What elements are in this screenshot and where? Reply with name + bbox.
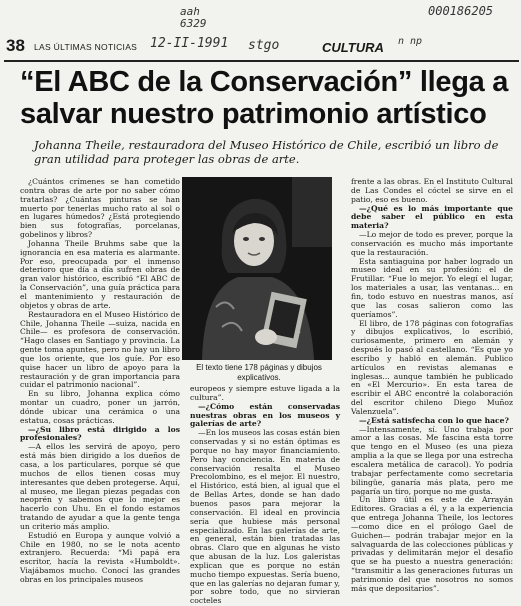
handwritten-id: 000186205 <box>428 4 494 18</box>
article-column-2 <box>190 384 340 606</box>
interview-question: —¿Su libro está dirigido a los profesionales? <box>20 424 180 443</box>
paragraph: ¿Cuántos crímenes se han cometido contra obras de arte por no saber cómo tratarlas? ¿Cuántas pinturas se han muerto por tenerlas mucho rato al sol o en lugares húmedos? ¿Está protegiendo bien sus fotografías, porcelanas, gobelinos y libros? <box>20 177 180 240</box>
subtitle: Johanna Theile, restauradora del Museo Histórico de Chile, escribió un libro de gran utilidad para proteger las obras de arte. <box>34 138 499 166</box>
article-column-1 <box>20 178 180 598</box>
paragraph: —En los museos las cosas están bien conservadas y si no están óptimas es porque no hay mayor financiamiento. Pero hay conciencia. En materia de conservación resalta el Museo Precolombino, es el mejor. El nuestro, el Histórico, está bien, al igual que el de Bellas Artes, donde se han dado buenos pasos para mejorar la conservación. El ideal en provincia sería que hubiese más personal especializado. En las galerías de arte, en general, están bien tratadas las obras. Claro que en algunas he visto que abusan de la luz. Los galeristas explican que es porque no están mucho tiempo expuestas. Sería bueno, que en las galerías no dejaran fumar y, por sobre todo, que no sirvieran cocteles <box>190 428 340 606</box>
section-label: CULTURA <box>322 40 384 55</box>
interview-question: —¿Está satisfecha con lo que hace? <box>359 415 509 425</box>
paragraph: —Lo mejor de todo es prever, porque la conservación es mucho más importante que la restauración. <box>351 230 513 257</box>
handwritten-code: aah 6329 <box>180 5 207 30</box>
paragraph: Un libro útil es este de Arrayán Editores. Gracias a él, y a la experiencia que entrega Johanna Theile, los lectores —como dice en el prólogo Gael de Guichen— podrán trabajar mejor en la salvaguarda de las colecciones públicas y privadas y delimitarán mejor el desafío que se ha puesto a nuestra generación: “transmitir a las generaciones futuras un patrimonio del que nosotros no somos más que depositarios”. <box>351 495 513 593</box>
photo-caption: El texto tiene 178 páginas y dibujos explicativos. <box>196 363 322 382</box>
paragraph: El libro, de 178 páginas con fotografías y dibujos explicativos, lo escribió, curiosamente, primero en alemán y después lo pasó al castellano. “Es que yo escribo y habló en alemán. Publico artículos en revistas alemanas e inglesas... aunque también he publicado en «El Mercurio». En esta tarea de escribir el ABC encontré la colaboración del escritor chileno Diego Muñoz Valenzuela”. <box>351 318 513 416</box>
header-rule <box>4 60 519 62</box>
paragraph: Estudió en Europa y aunque volvió a Chile en 1980, no se le nota acento extranjero. Recuerda: “Mi papá era escritor, hacía la revista «Humboldt». Viajábamos mucho. Conocí las grandes obras en los principales museos <box>20 530 180 584</box>
article-photo <box>182 177 332 360</box>
paragraph: —Intensamente, sí. Uno trabaja por amor a las cosas. Me fascina esta torre que tengo en el Museo (es una pieza amplia a la que se llega por una estrecha escalera metálica de caracol). Yo podría trabajar perfectamente como secretaria bilingüe, ganaría más plata, pero me pagaría un tiro, porque no me gusta. <box>351 424 513 496</box>
paragraph: Esta santiaguina por haber logrado un museo ideal en su profesión: el de Frutillar. “Fue lo mejor. Yo elegí el lugar, los materiales a usar, las ventanas... en fin, todo estuvo en nuestras manos, así que las cosas salieron como las queríamos”. <box>351 256 513 319</box>
interview-question: —¿Qué es lo más importante que debe saber el público en esta materia? <box>351 203 513 231</box>
interview-question: —¿Cómo están conservadas nuestras obras en los museos y galerías de arte? <box>190 401 340 429</box>
page-number: 38 <box>6 36 25 55</box>
paragraph: En su libro, Johanna explica cómo montar un cuadro, poner un jarrón, dónde ubicar una cerámica o una estatua, cosas prácticas. <box>20 389 180 425</box>
handwritten-extra: n np <box>398 36 423 47</box>
paragraph: frente a las obras. En el Instituto Cultural de Las Condes el cóctel se sirve en el patio, eso es bueno. <box>351 177 513 204</box>
portrait-image <box>182 177 332 360</box>
paragraph: Johanna Theile Bruhms sabe que la ignorancia en esa materia es alarmante. Por eso, preocupada por el inmenso deterioro que día a día sufren obras de gran valor histórico, escribió “El ABC de la Conservación”, una guía práctica para el mantenimiento y restauración de objetos y obras de arte. <box>20 238 180 310</box>
paragraph: —A ellos les servirá de apoyo, pero está más bien dirigido a los dueños de casa, a los particulares, porque sé que muchos de ellos tienen cosas muy interesantes que deben protegerse. Aquí, al museo, me llegan piezas pegadas con neoprén y sabemos que lo mejor es hacerlo con Uhu. En el fondo estamos tratando de ayudar a que la gente tenga un criterio más amplio. <box>20 442 180 531</box>
handwritten-note: stgo <box>248 38 280 53</box>
paragraph: europeos y siempre estuve ligada a la cultura”. <box>190 384 340 402</box>
paragraph: Restauradora en el Museo Histórico de Chile, Johanna Theile —suiza, nacida en Chile— es profesora de conservación. “Hago clases en Santiago y provincia. La gente toma apuntes, pero no hay un libro que los oriente, que los guíe. Por eso quise hacer un libro de apoyo para la restauración y de gran importancia para cuidar el patrimonio nacional”. <box>20 309 180 390</box>
article-column-3 <box>351 178 513 598</box>
headline: “El ABC de la Conservación” llega a salvar nuestro patrimonio artístico <box>20 66 509 130</box>
newspaper-name: LAS ÚLTIMAS NOTICIAS <box>34 42 138 52</box>
handwritten-date: 12-II-1991 <box>150 36 229 51</box>
